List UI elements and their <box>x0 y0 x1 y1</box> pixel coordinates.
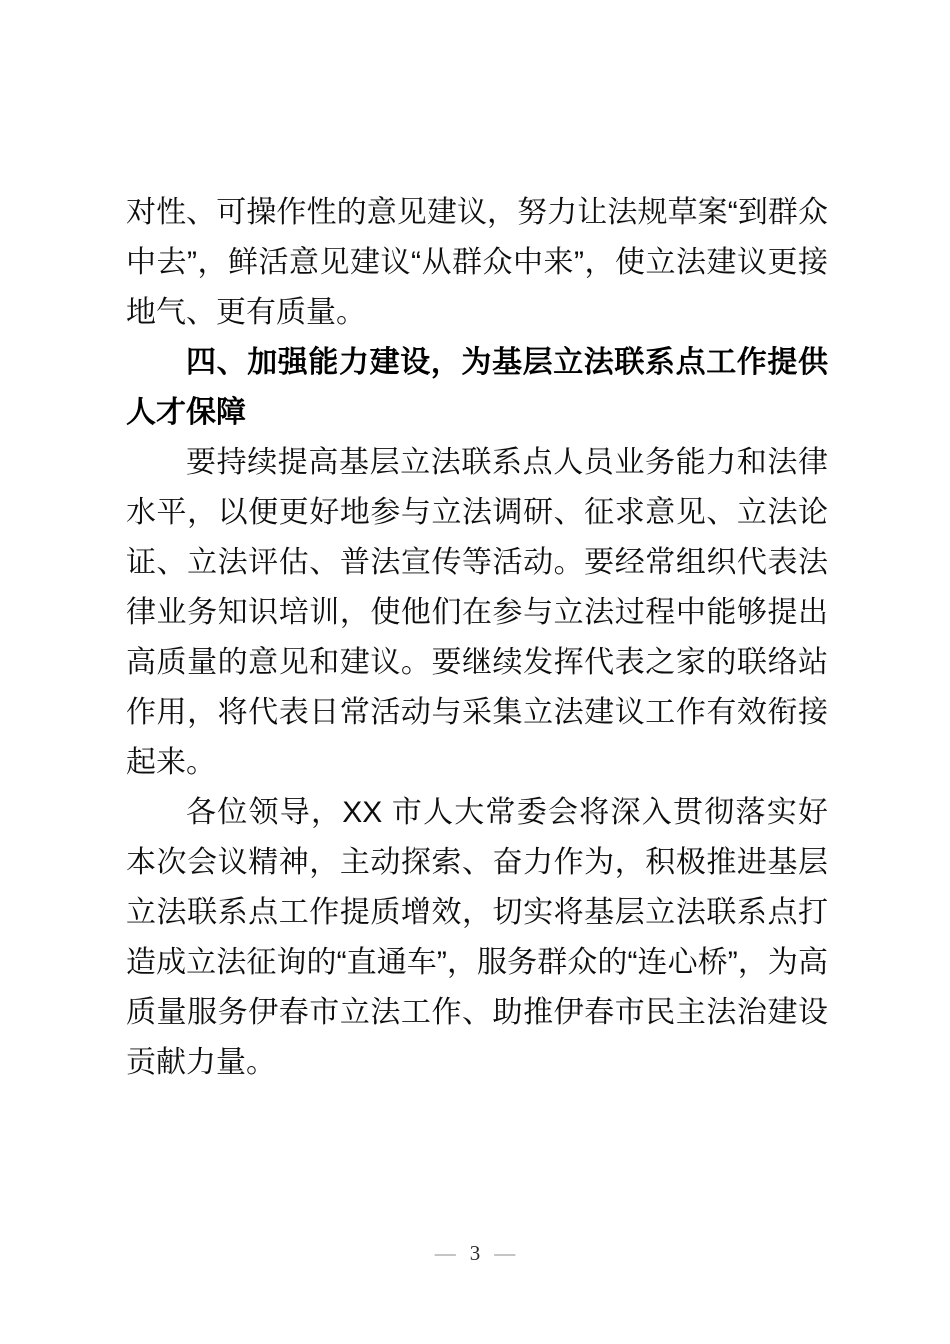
document-body <box>126 188 828 1088</box>
paragraph-closing: 各位领导，XX 市人大常委会将深入贯彻落实好本次会议精神，主动探索、奋力作为，积极推进基层立法联系点工作提质增效，切实将基层立法联系点打造成立法征询的“直通车”，服务群众的“连心桥”，为高质量服务伊春市立法工作、助推伊春市民主法治建设贡献力量。 <box>126 796 828 1079</box>
page-number: 3 <box>469 1241 481 1265</box>
page-footer <box>0 1240 950 1266</box>
footer-dash-left: — <box>434 1241 456 1265</box>
footer-dash-right: — <box>494 1241 516 1265</box>
paragraph-capability-building: 要持续提高基层立法联系点人员业务能力和法律水平，以便更好地参与立法调研、征求意见、立法论证、立法评估、普法宣传等活动。要经常组织代表法律业务知识培训，使他们在参与立法过程中能够提出高质量的意见和建议。要继续发挥代表之家的联络站作用，将代表日常活动与采集立法建议工作有效衔接起来。 <box>126 446 828 779</box>
paragraph-continuation: 对性、可操作性的意见建议，努力让法规草案“到群众中去”，鲜活意见建议“从群众中来”，使立法建议更接地气、更有质量。 <box>126 196 828 329</box>
section-heading: 四、加强能力建设，为基层立法联系点工作提供人才保障 <box>126 346 828 429</box>
